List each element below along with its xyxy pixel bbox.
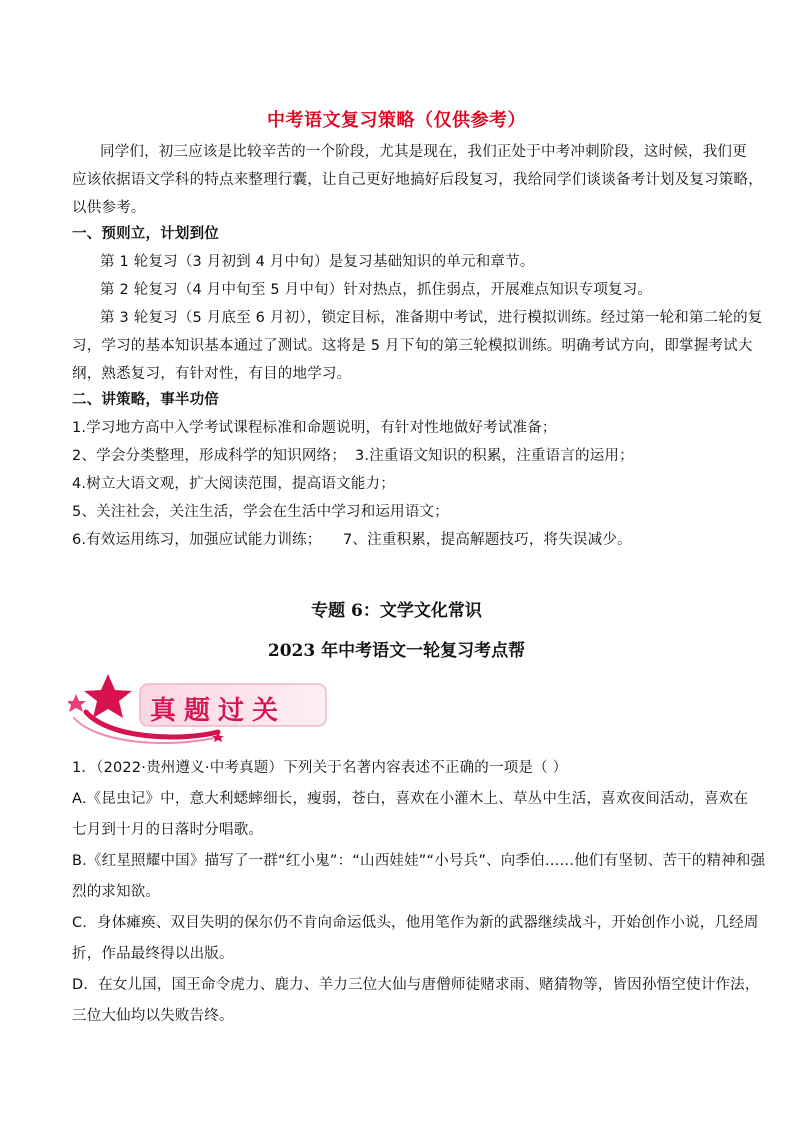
round3-line-1: 第 3 轮复习（5 月底至 6 月初），锁定目标，准备期中考试，进行模拟训练。经过第一轮和第二轮的复	[100, 310, 763, 326]
round3-line-2: 习，学习的基本知识基本通过了测试。这将是 5 月下旬的第三轮模拟训练。明确考试方向，即掌握考试大	[72, 338, 753, 354]
strategy-item-3: 3.注重语文知识的积累，注重语言的运用；	[355, 448, 634, 464]
section2-heading: 二、讲策略，事半功倍	[72, 392, 219, 408]
option-c-line-2: 折，作品最终得以出版。	[72, 946, 234, 962]
banner-label: 真题过关	[150, 696, 287, 726]
strategy-item-4: 4.树立大语文观，扩大阅读范围，提高语文能力；	[72, 476, 395, 492]
option-d-line-1: D．在女儿国，国王命令虎力、鹿力、羊力三位大仙与唐僧师徒赌求雨、赌猜物等，皆因孙悟空使计作法，	[72, 977, 760, 993]
star-icon	[84, 674, 132, 718]
round1-text: 第 1 轮复习（3 月初到 4 月中旬）是复习基础知识的单元和章节。	[100, 254, 535, 270]
intro-line-1: 同学们，初三应该是比较辛苦的一个阶段，尤其是现在，我们正处于中考冲刺阶段，这时候，我们更	[100, 144, 747, 160]
option-b-line-2: 烈的求知欲。	[72, 884, 161, 900]
option-d-line-2: 三位大仙均以失败告终。	[72, 1008, 234, 1024]
section1-heading: 一、预则立，计划到位	[72, 226, 219, 242]
strategy-item-2: 2、学会分类整理，形成科学的知识网络；	[72, 448, 347, 464]
question-stem: 1．（2022·贵州遵义·中考真题）下列关于名著内容表述不正确的一项是（ ）	[72, 760, 568, 776]
topic-title: 专题 6：文学文化常识	[311, 601, 482, 621]
strategy-title: 中考语文复习策略（仅供参考）	[267, 110, 526, 131]
intro-line-2: 应该依据语文学科的特点来整理行囊，让自己更好地搞好后段复习，我给同学们谈谈备考计划及复习策略，	[72, 172, 763, 188]
strategy-item-6: 6.有效运用练习，加强应试能力训练；	[72, 532, 322, 548]
option-a-line-1: A.《昆虫记》中，意大利蟋蟀细长，瘦弱，苍白，喜欢在小灌木上、草丛中生活，喜欢夜间活动，喜欢在	[72, 791, 749, 807]
strategy-item-1: 1.学习地方高中入学考试课程标准和命题说明，有针对性地做好考试准备；	[72, 420, 557, 436]
option-a-line-2: 七月到十月的日落时分唱歌。	[72, 822, 264, 838]
topic-subtitle: 2023 年中考语文一轮复习考点帮	[267, 641, 526, 661]
round2-text: 第 2 轮复习（4 月中旬至 5 月中旬）针对热点，抓住弱点，开展难点知识专项复习。	[100, 282, 653, 298]
option-b-line-1: B.《红星照耀中国》描写了一群“红小鬼”：“山西娃娃”“小号兵”、向季伯……他们有坚韧、苦干的精神和强	[72, 853, 766, 869]
option-c-line-1: C．身体瘫痪、双目失明的保尔仍不肯向命运低头，他用笔作为新的武器继续战斗，开始创作小说，几经周	[72, 915, 759, 931]
strategy-item-5: 5、关注社会，关注生活，学会在生活中学习和运用语文；	[72, 504, 449, 520]
intro-line-3: 以供参考。	[72, 200, 146, 216]
round3-line-3: 纲，熟悉复习，有针对性，有目的地学习。	[72, 366, 352, 382]
strategy-item-7: 7、注重积累，提高解题技巧，将失误减少。	[343, 532, 632, 548]
small-star-icon	[68, 694, 86, 712]
